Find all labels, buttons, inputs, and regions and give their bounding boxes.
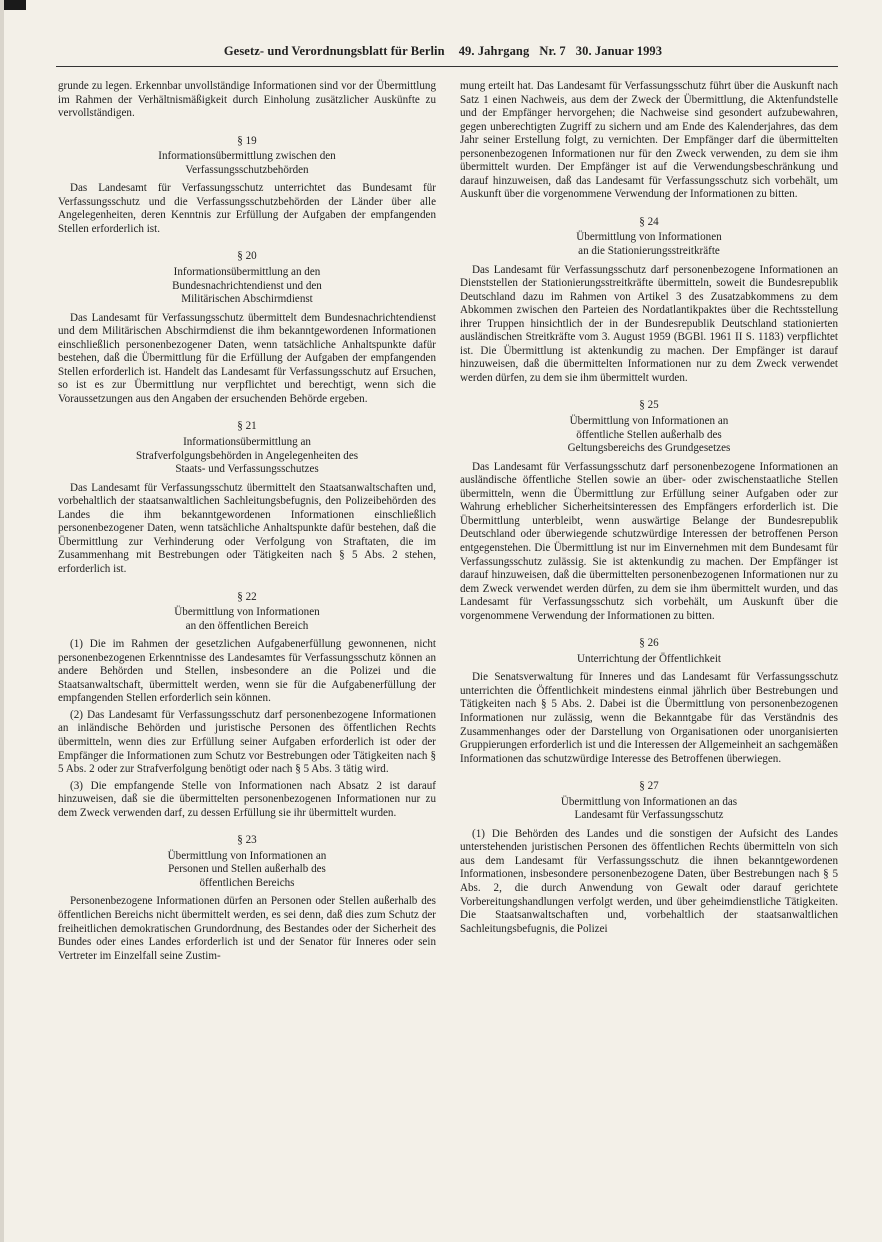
section-title-20 <box>58 266 436 307</box>
gazette-date: 30. Januar 1993 <box>575 44 663 58</box>
paragraph: (2) Das Landesamt für Verfassungsschutz darf personenbezogene Informationen an inländische Behörden und juristische Personen des öffentlichen Rechts übermitteln, wenn dies zur Erfüllung seiner Aufgaben erforderlich ist oder der Empfänger die Informationen zum Schutz vor Bestrebungen oder Tätigkeiten nach § 5 Abs. 2 oder zur Strafverfolgung benötigt oder nach § 5 Abs. 3 tätig wird. <box>58 708 436 776</box>
paragraph: Das Landesamt für Verfassungsschutz übermittelt dem Bundesnachrichtendienst und dem Militärischen Abschirmdienst die ihm bekanntgewordenen Informationen einschließlich personenbezogener Daten, wenn tatsächliche Anhaltspunkte dafür bestehen, daß die Übermittlung für die Erfüllung der Aufgaben der empfangenden Stellen erforderlich ist. Handelt das Landesamt für Verfassungsschutz auf Ersuchen, so ist es zur Übermittlung nur verpflichtet und berechtigt, wenn sich die Voraussetzungen aus den Angaben der ersuchenden Behörde ergeben. <box>58 311 436 405</box>
section-title-24 <box>460 231 838 258</box>
title-line: öffentliche Stellen außerhalb des <box>576 428 722 441</box>
title-line: Militärischen Abschirmdienst <box>181 293 313 306</box>
continued-paragraph: grunde zu legen. Erkennbar unvollständige Informationen sind vor der Übermittlung im Rahmen der Verhältnismäßigkeit durch Einholung zusätzlicher Auskünfte zu vervollständigen. <box>58 80 436 120</box>
title-line: an die Stationierungsstreitkräfte <box>578 245 720 258</box>
section-title-21 <box>58 436 436 477</box>
gazette-volume: 49. Jahrgang <box>458 44 530 58</box>
document-page <box>4 0 882 1242</box>
paragraph: Das Landesamt für Verfassungsschutz übermittelt den Staatsanwaltschaften und, vorbehaltlich der staatsanwaltlichen Sachleitungsbefugnis, den Polizeibehörden des Landes die ihm bekanntgewordenen Informationen einschließlich personenbezogener Daten, wenn tatsächliche Anhaltspunkte dafür bestehen, daß die Übermittlung zur Verhinderung oder Verfolgung von Straftaten, die im Zusammenhang mit Bestrebungen oder Tätigkeiten nach § 5 Abs. 2 stehen, erforderlich ist. <box>58 481 436 575</box>
title-line: Übermittlung von Informationen an das <box>560 795 738 808</box>
paragraph: Das Landesamt für Verfassungsschutz darf personenbezogene Informationen an Dienststellen der Stationierungsstreitkräfte übermitteln, soweit die Bundesrepublik Deutschland dazu im Rahmen von Artikel 3 des Zusatzabkommens zu dem Abkommen zwischen den Parteien des Nordatlantikpaktes über die Rechtsstellung ihrer Truppen hinsichtlich der in der Bundesrepublik Deutschland stationierten ausländischen Streitkräfte vom 3. August 1959 (BGBl. 1961 II S. 1183) verpflichtet ist. Die Übermittlung ist aktenkundig zu machen. Der Empfänger ist darauf hinzuweisen, daß die übermittelten Informationen nur zu dem Zweck verwendet werden dürfen, zu dem sie ihm übermittelt wurden. <box>460 263 838 384</box>
title-line: Übermittlung von Informationen an <box>569 415 729 428</box>
section-number-19: § 19 <box>237 134 257 147</box>
section-title-23 <box>58 850 436 891</box>
section-number-20: § 20 <box>237 250 257 263</box>
title-line: Übermittlung von Informationen <box>576 231 722 244</box>
title-line: öffentlichen Bereichs <box>199 876 295 889</box>
scan-edge-mark <box>4 0 26 10</box>
gazette-title: Gesetz- und Verordnungsblatt für Berlin <box>223 44 445 58</box>
section-title-27 <box>460 796 838 823</box>
title-line: Strafverfolgungsbehörden in Angelegenheiten des <box>135 449 359 462</box>
paragraph: (3) Die empfangende Stelle von Informationen nach Absatz 2 ist darauf hinzuweisen, daß sie die übermittelten personenbezogenen Informationen nur zu dem Zweck verwenden darf, zu dessen Erfüllung sie ihr übermittelt wurden. <box>58 779 436 819</box>
section-number-24: § 24 <box>639 215 659 228</box>
title-line: Informationsübermittlung an <box>183 436 311 449</box>
title-line: an den öffentlichen Bereich <box>185 619 309 632</box>
section-number-27: § 27 <box>639 780 659 793</box>
section-number-22: § 22 <box>237 590 257 603</box>
paragraph: Personenbezogene Informationen dürfen an Personen oder Stellen außerhalb des öffentlichen Bereichs nicht übermittelt werden, es sei denn, daß dies zum Schutz der freiheitlichen demokratischen Grundordnung, des Bestandes oder der Sicherheit des Bundes oder eines Landes erforderlich ist und der Senator für Inneres oder sein Vertreter im Einzelfall seine Zustim- <box>58 895 436 962</box>
section-title-26 <box>460 653 838 667</box>
section-title-25 <box>460 415 838 456</box>
title-line: Übermittlung von Informationen an <box>167 849 327 862</box>
header-rule <box>56 66 838 67</box>
gazette-number: Nr. 7 <box>539 44 566 58</box>
right-column <box>460 80 838 936</box>
section-title-19 <box>58 150 436 177</box>
section-number-23: § 23 <box>237 834 257 847</box>
paragraph: Die Senatsverwaltung für Inneres und das Landesamt für Verfassungsschutz unterrichten die Öffentlichkeit mindestens einmal jährlich über Bestrebungen und Tätigkeiten nach § 5 Abs. 2. Dabei ist die Übermittlung von personenbezogenen Informationen nur zulässig, wenn die Bekanntgabe für das Verständnis des Zusammenhanges oder der Darstellung von Organisationen oder unorganisierten Gruppierungen erforderlich ist und die Interessen der Allgemeinheit an sachgemäßen Informationen das schutzwürdige Interesse des Betroffenen überwiegen. <box>460 671 838 765</box>
paragraph: (1) Die im Rahmen der gesetzlichen Aufgabenerfüllung gewonnenen, nicht personenbezogenen Erkenntnisse des Landesamtes für Verfassungsschutz können an andere Behörden und Stellen, insbesondere an die Polizei und die Staatsanwaltschaft, übermittelt werden, wenn sie für die Aufgabenerfüllung der empfangenden Stellen erforderlich sein können. <box>58 638 436 705</box>
section-title-22 <box>58 606 436 633</box>
title-line: Staats- und Verfassungsschutzes <box>175 463 319 476</box>
page-header <box>4 44 882 59</box>
paragraph: Das Landesamt für Verfassungsschutz unterrichtet das Bundesamt für Verfassungsschutz und die Verfassungsschutzbehörden der Länder über alle Angelegenheiten, deren Kenntnis zur Erfüllung der Aufgaben der empfangenden Stellen erforderlich ist. <box>58 182 436 235</box>
title-line: Personen und Stellen außerhalb des <box>168 863 326 876</box>
paragraph: Das Landesamt für Verfassungsschutz darf personenbezogene Informationen an ausländische öffentliche Stellen sowie an über- oder zwischenstaatliche Stellen übermitteln, wenn die Übermittlung zur Erfüllung seiner Aufgaben oder zur Wahrung erheblicher Sicherheitsinteressen des Empfängers erforderlich ist. Die Übermittlung unterbleibt, wenn auswärtige Belange der Bundesrepublik Deutschland oder überwiegende schutzwürdige Interessen der betroffenen Person entgegenstehen. Die Übermittlung ist nur im Einvernehmen mit dem Bundesamt für Verfassungsschutz zulässig. Sie ist aktenkundig zu machen. Der Empfänger ist darauf hinzuweisen, daß die übermittelten personenbezogenen Informationen nur zu dem Zweck verwendet werden dürfen, zu dem sie ihm übermittelt wurden, und das Landesamt für Verfassungsschutz sich vorbehält, um Auskunft über die vorgenommene Verwendung der Informationen zu bitten. <box>460 460 838 622</box>
title-line: Landesamt für Verfassungsschutz <box>574 809 724 822</box>
left-column <box>58 80 436 963</box>
continued-paragraph: mung erteilt hat. Das Landesamt für Verfassungsschutz führt über die Auskunft nach Satz 1 einen Nachweis, aus dem der Zweck der Übermittlung, die Aktenfundstelle und der Empfänger hervorgehen; die Nachweise sind gesondert aufzubewahren, gegen unberechtigten Zugriff zu sichern und am Ende des Kalenderjahres, das dem Jahr seiner Erstellung folgt, zu vernichten. Der Empfänger darf die übermittelten personenbezogenen Informationen nur für den Zweck verwenden, zu dem sie ihm übermittelt wurden. Der Empfänger ist auf die Verwendungsbeschränkung und darauf hinzuweisen, daß das Landesamt für Verfassungsschutz sich vorbehält, um Auskunft über die vorgenommene Verwendung der Informationen zu bitten. <box>460 80 838 201</box>
section-number-25: § 25 <box>639 399 659 412</box>
section-number-26: § 26 <box>639 637 659 650</box>
title-line: Informationsübermittlung zwischen den <box>158 150 336 163</box>
title-line: Bundesnachrichtendienst und den <box>172 279 322 292</box>
title-line: Übermittlung von Informationen <box>174 606 320 619</box>
title-line: Unterrichtung der Öffentlichkeit <box>577 652 721 665</box>
title-line: Informationsübermittlung an den <box>173 266 321 279</box>
section-number-21: § 21 <box>237 420 257 433</box>
title-line: Geltungsbereichs des Grundgesetzes <box>567 442 731 455</box>
title-line: Verfassungsschutzbehörden <box>185 163 309 176</box>
paragraph: (1) Die Behörden des Landes und die sonstigen der Aufsicht des Landes unterstehenden juristischen Personen des öffentlichen Rechts übermitteln von sich aus dem Landesamt für Verfassungsschutz die ihnen bekanntgewordenen Informationen, insbesondere personenbezogene Daten, über Bestrebungen nach § 5 Abs. 2, die durch Anwendung von Gewalt oder darauf gerichtete Vorbereitungshandlungen verfolgt werden, und über geheimdienstliche Tätigkeiten. Die Staatsanwaltschaften und, vorbehaltlich der staatsanwaltlichen Sachleitungsbefugnis, die Polizei <box>460 827 838 935</box>
